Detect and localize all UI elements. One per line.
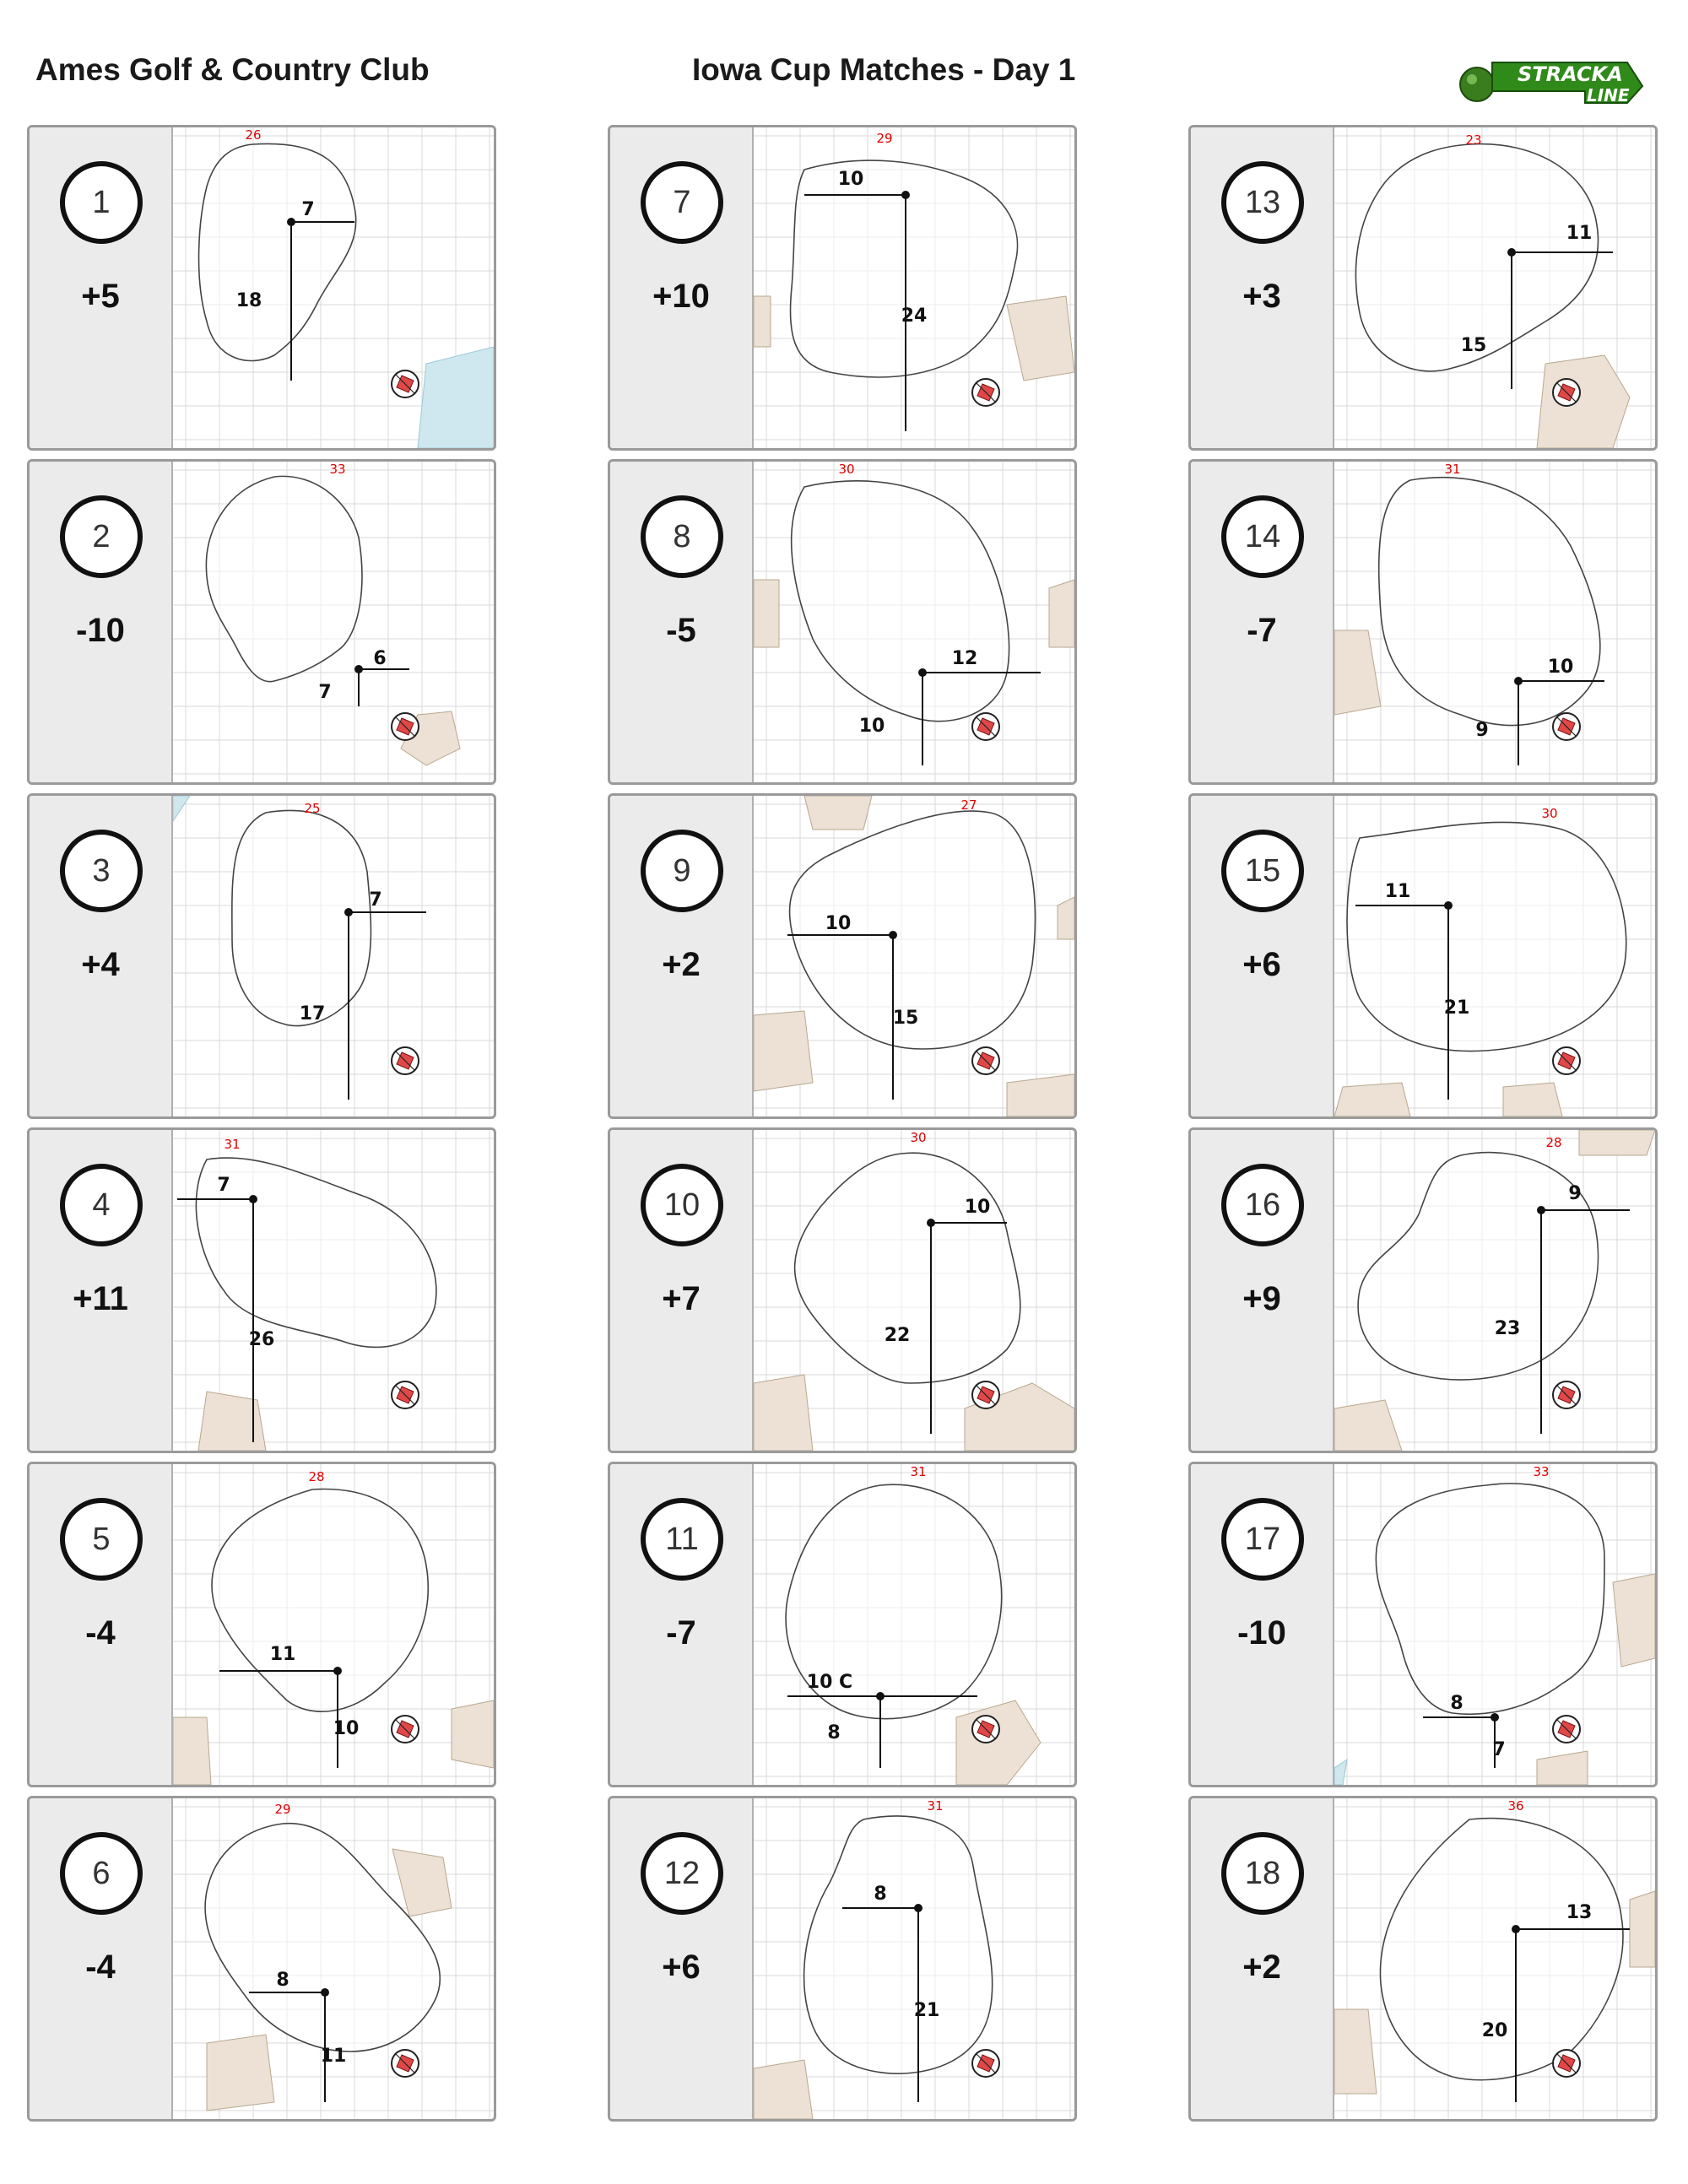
pin-from-side-label: 10 xyxy=(825,913,852,934)
pin-from-side-label: 6 xyxy=(373,648,387,669)
green-diagram xyxy=(173,1130,494,1451)
compass-icon xyxy=(1553,713,1580,740)
hole-card-12 xyxy=(608,1796,1077,2122)
pin-from-side-label: 11 xyxy=(1384,881,1411,902)
hole-sidebar xyxy=(1191,1130,1334,1451)
event-title: Iowa Cup Matches - Day 1 xyxy=(692,52,1076,87)
hole-number: 4 xyxy=(60,1164,143,1246)
compass-icon xyxy=(1553,1047,1580,1074)
pin-from-side-label: 7 xyxy=(217,1175,230,1196)
hole-card-1 xyxy=(27,125,496,451)
green-depth-label: 28 xyxy=(308,1469,325,1484)
pin-from-front-label: 8 xyxy=(827,1722,841,1743)
hole-sidebar xyxy=(610,1464,754,1785)
compass-icon xyxy=(392,1716,419,1743)
hole-sidebar xyxy=(610,1798,754,2119)
club-name: Ames Golf & Country Club xyxy=(35,52,430,87)
pin-marker xyxy=(1491,1713,1499,1722)
pin-from-front-label: 7 xyxy=(1492,1739,1506,1760)
green-depth-label: 25 xyxy=(304,801,321,816)
hole-sidebar xyxy=(1191,127,1334,448)
bunker xyxy=(1058,897,1074,939)
green-depth-label: 29 xyxy=(876,131,893,146)
hole-sidebar xyxy=(610,796,754,1116)
pin-from-front-label: 10 xyxy=(858,716,885,737)
pin-offset: +6 xyxy=(662,1949,701,1986)
green-depth-label: 30 xyxy=(1541,806,1558,821)
pin-offset: +5 xyxy=(81,278,120,315)
hole-sidebar xyxy=(1191,1464,1334,1785)
compass-icon xyxy=(972,1047,999,1074)
hole-number: 15 xyxy=(1221,830,1304,912)
pin-marker xyxy=(1444,901,1453,910)
bunker xyxy=(1537,355,1630,448)
bunker xyxy=(754,1011,813,1091)
green-depth-label: 31 xyxy=(927,1798,944,1814)
green-diagram xyxy=(1334,796,1655,1116)
hole-sidebar xyxy=(30,462,173,782)
water-hazard xyxy=(418,347,494,448)
hole-number: 7 xyxy=(641,161,723,244)
water-hazard xyxy=(1334,1760,1347,1785)
svg-text:LINE: LINE xyxy=(1587,85,1630,105)
hole-sidebar xyxy=(30,1464,173,1785)
compass-icon xyxy=(972,713,999,740)
compass-icon xyxy=(392,713,419,740)
pin-from-side-label: 9 xyxy=(1568,1183,1582,1204)
green-outline xyxy=(1376,1484,1604,1714)
hole-card-4 xyxy=(27,1127,496,1453)
pin-offset: -7 xyxy=(1247,612,1277,649)
hole-card-6 xyxy=(27,1796,496,2122)
pin-from-front-label: 9 xyxy=(1475,720,1489,741)
pin-from-front-label: 20 xyxy=(1481,2020,1508,2041)
pin-offset: -7 xyxy=(666,1614,696,1652)
green-diagram xyxy=(173,127,494,448)
pin-marker xyxy=(333,1667,342,1675)
green-diagram xyxy=(173,462,494,782)
hole-card-11 xyxy=(608,1462,1077,1787)
green-diagram xyxy=(1334,1798,1655,2119)
pin-from-side-label: 10 xyxy=(964,1197,991,1218)
stracka-line-logo xyxy=(1458,52,1644,111)
hole-sidebar xyxy=(30,796,173,1116)
pin-from-side-label: 7 xyxy=(301,199,315,220)
pin-marker xyxy=(901,191,910,199)
pin-marker xyxy=(889,931,897,939)
hole-number: 12 xyxy=(641,1832,723,1915)
pin-offset: +2 xyxy=(1242,1949,1281,1986)
pin-from-front-label: 15 xyxy=(1460,335,1487,356)
green-depth-label: 36 xyxy=(1507,1798,1524,1814)
compass-icon xyxy=(392,1381,419,1408)
pin-offset: +6 xyxy=(1242,946,1281,983)
bunker xyxy=(1630,1891,1655,1967)
hole-number: 10 xyxy=(641,1164,723,1246)
bunker xyxy=(173,1717,211,1785)
pin-from-side-label: 8 xyxy=(276,1970,289,1991)
pin-from-front-label: 10 xyxy=(333,1718,360,1739)
green-depth-label: 30 xyxy=(838,462,855,477)
pin-from-front-label: 24 xyxy=(901,305,928,327)
compass-icon xyxy=(1553,1381,1580,1408)
compass-icon xyxy=(392,1047,419,1074)
pin-offset: +11 xyxy=(73,1280,128,1317)
hole-number: 16 xyxy=(1221,1164,1304,1246)
hole-card-7 xyxy=(608,125,1077,451)
green-diagram xyxy=(754,1130,1074,1451)
green-diagram xyxy=(173,1798,494,2119)
compass-icon xyxy=(1553,2050,1580,2077)
hole-card-3 xyxy=(27,793,496,1119)
pin-marker xyxy=(914,1904,922,1912)
pin-from-side-label: 11 xyxy=(1566,223,1593,244)
green-outline xyxy=(1358,1153,1598,1380)
pin-marker xyxy=(287,218,295,226)
green-diagram xyxy=(1334,1130,1655,1451)
hole-card-9 xyxy=(608,793,1077,1119)
bunker xyxy=(207,2035,274,2111)
hole-card-15 xyxy=(1188,793,1658,1119)
pin-from-side-label: 13 xyxy=(1566,1902,1593,1923)
pin-from-front-label: 15 xyxy=(892,1008,919,1029)
pin-from-front-label: 23 xyxy=(1494,1318,1521,1339)
green-diagram xyxy=(754,1464,1074,1785)
pin-from-front-label: 26 xyxy=(248,1329,275,1350)
pin-from-front-label: 7 xyxy=(318,682,332,703)
hole-sidebar xyxy=(1191,796,1334,1116)
compass-icon xyxy=(972,2050,999,2077)
pin-marker xyxy=(876,1692,885,1700)
pin-marker xyxy=(1507,248,1516,257)
bunker xyxy=(392,1849,452,1916)
hole-number: 1 xyxy=(60,161,143,244)
compass-icon xyxy=(392,2050,419,2077)
green-outline xyxy=(1379,478,1600,726)
water-hazard xyxy=(173,796,190,821)
hole-number: 11 xyxy=(641,1498,723,1581)
green-outline xyxy=(232,811,371,1026)
pin-from-front-label: 17 xyxy=(299,1003,326,1024)
pin-offset: +7 xyxy=(662,1280,701,1317)
green-depth-label: 23 xyxy=(1465,132,1482,148)
pin-offset: -4 xyxy=(85,1614,116,1652)
bunker xyxy=(1537,1751,1588,1785)
pin-offset: -10 xyxy=(76,612,125,649)
pin-marker xyxy=(249,1195,257,1203)
pin-from-side-label: 8 xyxy=(1450,1693,1463,1714)
compass-icon xyxy=(392,370,419,397)
pin-from-front-label: 21 xyxy=(913,2000,940,2021)
hole-number: 8 xyxy=(641,495,723,578)
green-outline xyxy=(795,1153,1020,1383)
hole-number: 5 xyxy=(60,1498,143,1581)
bunker xyxy=(1503,1083,1562,1116)
hole-number: 2 xyxy=(60,495,143,578)
hole-number: 3 xyxy=(60,830,143,912)
pin-from-side-label: 10 C xyxy=(806,1672,853,1693)
hole-card-2 xyxy=(27,459,496,785)
pin-from-front-label: 18 xyxy=(235,290,262,311)
pin-marker xyxy=(1537,1206,1545,1214)
hole-number: 9 xyxy=(641,830,723,912)
bunker xyxy=(1049,580,1074,647)
pin-from-side-label: 11 xyxy=(269,1644,296,1665)
bunker xyxy=(1334,2009,1377,2094)
pin-marker xyxy=(927,1219,935,1227)
hole-number: 18 xyxy=(1221,1832,1304,1915)
hole-sidebar xyxy=(610,462,754,782)
green-outline xyxy=(206,476,362,681)
pin-offset: +10 xyxy=(652,278,710,315)
pin-marker xyxy=(321,1988,329,1997)
hole-number: 17 xyxy=(1221,1498,1304,1581)
hole-card-10 xyxy=(608,1127,1077,1453)
green-depth-label: 26 xyxy=(245,127,262,143)
pin-offset: +3 xyxy=(1242,278,1281,315)
pin-marker xyxy=(1512,1925,1520,1933)
compass-icon xyxy=(972,379,999,406)
bunker xyxy=(1334,1400,1402,1451)
pin-offset: -5 xyxy=(666,612,696,649)
green-diagram xyxy=(754,796,1074,1116)
green-depth-label: 31 xyxy=(910,1464,927,1479)
hole-sidebar xyxy=(610,1130,754,1451)
hole-card-5 xyxy=(27,1462,496,1787)
green-depth-label: 27 xyxy=(960,797,977,813)
green-outline xyxy=(792,481,1009,722)
pin-from-side-label: 10 xyxy=(837,169,864,190)
pin-marker xyxy=(1514,677,1523,685)
pin-marker xyxy=(354,665,363,673)
pin-offset: +4 xyxy=(81,946,120,983)
bunker xyxy=(1007,1074,1074,1116)
green-diagram xyxy=(754,1798,1074,2119)
green-depth-label: 33 xyxy=(1533,1464,1550,1479)
hole-sidebar xyxy=(1191,462,1334,782)
bunker xyxy=(1579,1130,1655,1155)
pin-offset: +9 xyxy=(1242,1280,1281,1317)
bunker xyxy=(804,796,872,830)
pin-from-side-label: 12 xyxy=(951,648,978,669)
green-outline xyxy=(196,1158,436,1347)
pin-marker xyxy=(918,668,927,677)
bunker xyxy=(754,1375,813,1451)
pin-marker xyxy=(344,908,353,916)
bunker xyxy=(1613,1574,1655,1667)
green-diagram xyxy=(1334,127,1655,448)
bunker xyxy=(754,2060,813,2119)
pin-from-front-label: 21 xyxy=(1443,997,1470,1019)
green-diagram xyxy=(173,1464,494,1785)
hole-sidebar xyxy=(30,1798,173,2119)
pin-from-side-label: 8 xyxy=(874,1884,887,1905)
green-depth-label: 33 xyxy=(329,462,346,477)
pin-offset: -10 xyxy=(1237,1614,1286,1652)
pin-offset: -4 xyxy=(85,1949,116,1986)
hole-number: 13 xyxy=(1221,161,1304,244)
compass-icon xyxy=(972,1381,999,1408)
compass-icon xyxy=(972,1716,999,1743)
compass-icon xyxy=(1553,379,1580,406)
hole-card-18 xyxy=(1188,1796,1658,2122)
green-diagram xyxy=(754,462,1074,782)
green-depth-label: 29 xyxy=(274,1802,291,1817)
hole-sidebar xyxy=(610,127,754,448)
pin-from-front-label: 22 xyxy=(884,1325,911,1346)
hole-card-8 xyxy=(608,459,1077,785)
hole-number: 6 xyxy=(60,1832,143,1915)
bunker xyxy=(754,580,779,647)
green-diagram xyxy=(754,127,1074,448)
green-diagram xyxy=(173,796,494,1116)
green-diagram xyxy=(1334,462,1655,782)
green-outline xyxy=(212,1489,428,1712)
pin-from-front-label: 11 xyxy=(320,2046,347,2067)
hole-card-13 xyxy=(1188,125,1658,451)
hole-number: 14 xyxy=(1221,495,1304,578)
green-outline xyxy=(199,143,356,360)
hole-sidebar xyxy=(1191,1798,1334,2119)
bunker xyxy=(754,296,771,347)
pin-from-side-label: 7 xyxy=(369,889,382,911)
compass-icon xyxy=(1553,1716,1580,1743)
hole-card-14 xyxy=(1188,459,1658,785)
hole-card-16 xyxy=(1188,1127,1658,1453)
bunker xyxy=(1334,1083,1410,1116)
green-outline xyxy=(1347,822,1626,1051)
green-depth-label: 28 xyxy=(1545,1135,1562,1150)
pin-offset: +2 xyxy=(662,946,701,983)
hole-card-17 xyxy=(1188,1462,1658,1787)
hole-sidebar xyxy=(30,1130,173,1451)
green-depth-label: 31 xyxy=(224,1137,241,1152)
hole-sidebar xyxy=(30,127,173,448)
green-diagram xyxy=(1334,1464,1655,1785)
bunker xyxy=(1334,630,1381,715)
bunker xyxy=(1007,296,1074,381)
pin-from-side-label: 10 xyxy=(1547,657,1574,678)
svg-text:STRACKA: STRACKA xyxy=(1518,62,1623,86)
bunker xyxy=(198,1392,266,1451)
green-depth-label: 30 xyxy=(910,1130,927,1145)
green-outline xyxy=(804,1816,993,2073)
green-depth-label: 31 xyxy=(1444,462,1461,477)
bunker xyxy=(452,1700,494,1768)
